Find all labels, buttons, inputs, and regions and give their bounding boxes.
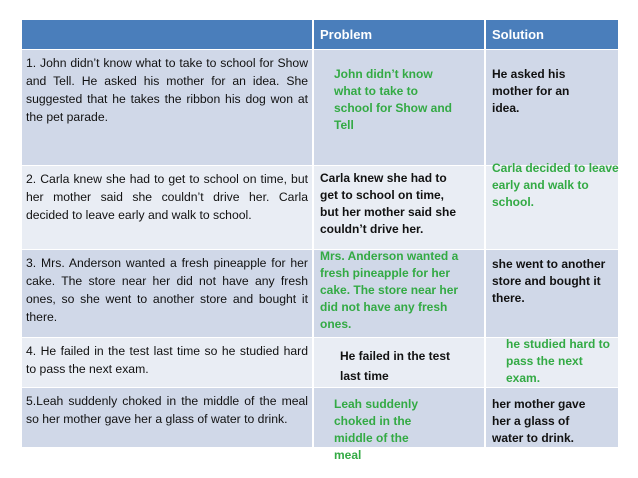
story-text: 2. Carla knew she had to get to school on time, but her mother said she couldn’t drive her. Carla decided to leave early and walk to school. — [26, 172, 308, 222]
problem-cell — [312, 338, 484, 387]
solution-text: her mother gave her a glass of water to drink. — [492, 397, 586, 445]
problem-solution-table — [22, 20, 619, 462]
problem-text: Leah suddenly choked in the middle of the meal — [334, 397, 419, 462]
table-row — [22, 161, 619, 249]
story-text: 1. John didn’t know what to take to school for Show and Tell. He asked his mother for an idea. She suggested that he takes the ribbon his dog won at the pet parade. — [26, 56, 308, 124]
story-cell — [22, 50, 312, 165]
story-text: 3. Mrs. Anderson wanted a fresh pineapple for her cake. The store near her did not have any fresh ones, so she went to another store and bought it there. — [26, 256, 308, 324]
solution-cell — [484, 50, 618, 165]
table-row — [22, 337, 618, 387]
header-solution: Solution — [486, 20, 618, 49]
solution-cell — [484, 250, 618, 337]
story-cell — [22, 166, 312, 249]
solution-cell — [484, 338, 618, 387]
table-row — [22, 387, 618, 462]
problem-cell — [312, 166, 484, 249]
solution-text: He asked his mother for an idea. — [492, 67, 570, 115]
problem-text: Mrs. Anderson wanted a fresh pineapple for her cake. The store near her did not have any fresh ones. — [320, 249, 459, 331]
solution-cell — [484, 388, 618, 447]
story-cell — [22, 388, 312, 447]
problem-text: John didn’t know what to take to school for Show and Tell — [334, 67, 453, 132]
solution-text: he studied hard to pass the next exam. — [506, 337, 611, 385]
problem-text: He failed in the test last time — [340, 349, 451, 383]
problem-text: Carla knew she had to get to school on time, but her mother said she couldn’t drive her. — [320, 171, 457, 236]
story-text: 5.Leah suddenly choked in the middle of the meal so her mother gave her a glass of water to drink. — [26, 394, 308, 426]
header-problem: Problem — [314, 20, 484, 49]
problem-cell — [312, 250, 484, 337]
problem-cell — [312, 50, 484, 165]
header-story-cell — [22, 20, 312, 49]
solution-cell — [484, 161, 619, 249]
story-cell — [22, 250, 312, 337]
solution-text: she went to another store and bought it there. — [492, 257, 606, 305]
problem-cell — [312, 388, 484, 462]
story-cell — [22, 338, 312, 387]
solution-text: Carla decided to leave early and walk to school. — [492, 161, 619, 209]
table-row — [22, 49, 618, 165]
table-row — [22, 249, 618, 337]
story-text: 4. He failed in the test last time so he studied hard to pass the next exam. — [26, 344, 308, 376]
